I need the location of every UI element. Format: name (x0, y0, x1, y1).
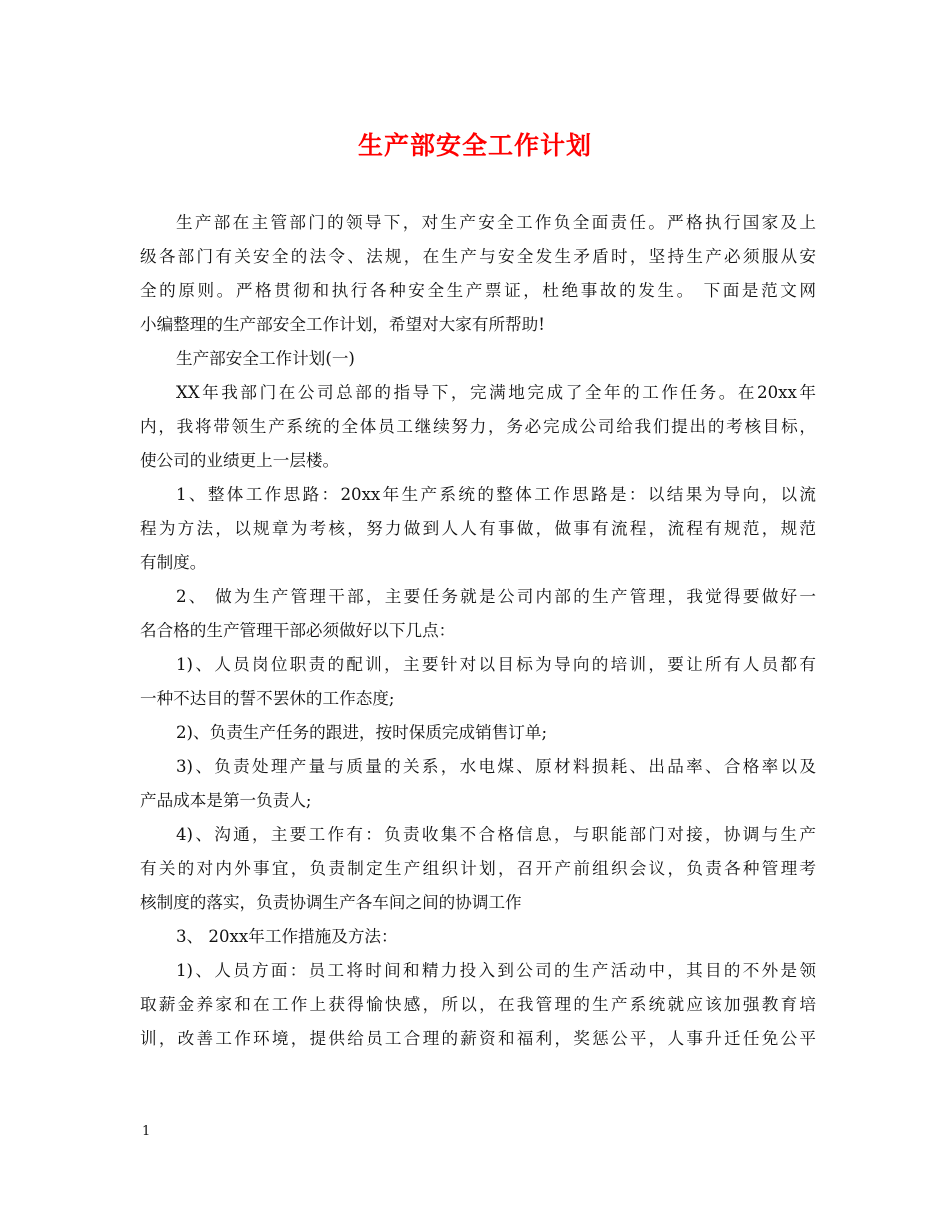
text-line: 名合格的生产管理干部必须做好以下几点： (140, 621, 456, 640)
text-line: 内，我将带领生产系统的全体员工继续努力，务必完成公司给我们提出的考核目标， (140, 417, 816, 436)
text-line: 生产部在主管部门的领导下，对生产安全工作负全面责任。严格执行国家及上 (176, 213, 816, 232)
text-line: 使公司的业绩更上一层楼。 (140, 451, 340, 470)
text-line: 2)、负责生产任务的跟进，按时保质完成销售订单; (176, 723, 548, 742)
text-line: 产品成本是第一负责人; (140, 791, 312, 810)
text-line: 1、整体工作思路：20xx年生产系统的整体工作思路是：以结果为导向，以流 (176, 485, 816, 504)
text-line: 核制度的落实，负责协调生产各车间之间的协调工作 (140, 893, 522, 912)
text-line: 3)、负责处理产量与质量的关系，水电煤、原材料损耗、出品率、合格率以及 (176, 757, 816, 776)
text-line: 2、 做为生产管理干部，主要任务就是公司内部的生产管理，我觉得要做好一 (176, 587, 816, 606)
document-title: 生产部安全工作计划 (357, 131, 592, 160)
text-line: XX年我部门在公司总部的指导下，完满地完成了全年的工作任务。在20xx年 (176, 383, 816, 402)
section-heading: 生产部安全工作计划(一) (176, 349, 355, 368)
text-line: 程为方法，以规章为考核，努力做到人人有事做，做事有流程，流程有规范，规范 (140, 519, 816, 538)
text-line: 小编整理的生产部安全工作计划，希望对大家有所帮助! (140, 315, 545, 334)
text-line: 一种不达目的誓不罢休的工作态度; (140, 689, 395, 708)
text-line: 有制度。 (140, 553, 207, 572)
text-line: 3、 20xx年工作措施及方法： (176, 927, 398, 946)
text-line: 全的原则。严格贯彻和执行各种安全生产票证，杜绝事故的发生。 下面是范文网 (140, 281, 816, 300)
text-line: 训，改善工作环境，提供给员工合理的薪资和福利，奖惩公平，人事升迁任免公平 (140, 1029, 816, 1048)
page-number: 1 (142, 1124, 151, 1139)
text-line: 1)、人员岗位职责的配训，主要针对以目标为导向的培训，要让所有人员都有 (176, 655, 816, 674)
text-line: 级各部门有关安全的法令、法规，在生产与安全发生矛盾时，坚持生产必须服从安 (140, 247, 816, 266)
text-line: 有关的对内外事宜，负责制定生产组织计划，召开产前组织会议，负责各种管理考 (140, 859, 816, 878)
text-line: 取薪金养家和在工作上获得愉快感，所以，在我管理的生产系统就应该加强教育培 (140, 995, 816, 1014)
text-line: 1)、人员方面：员工将时间和精力投入到公司的生产活动中，其目的不外是领 (176, 961, 816, 980)
text-line: 4)、沟通，主要工作有：负责收集不合格信息，与职能部门对接，协调与生产 (176, 825, 816, 844)
